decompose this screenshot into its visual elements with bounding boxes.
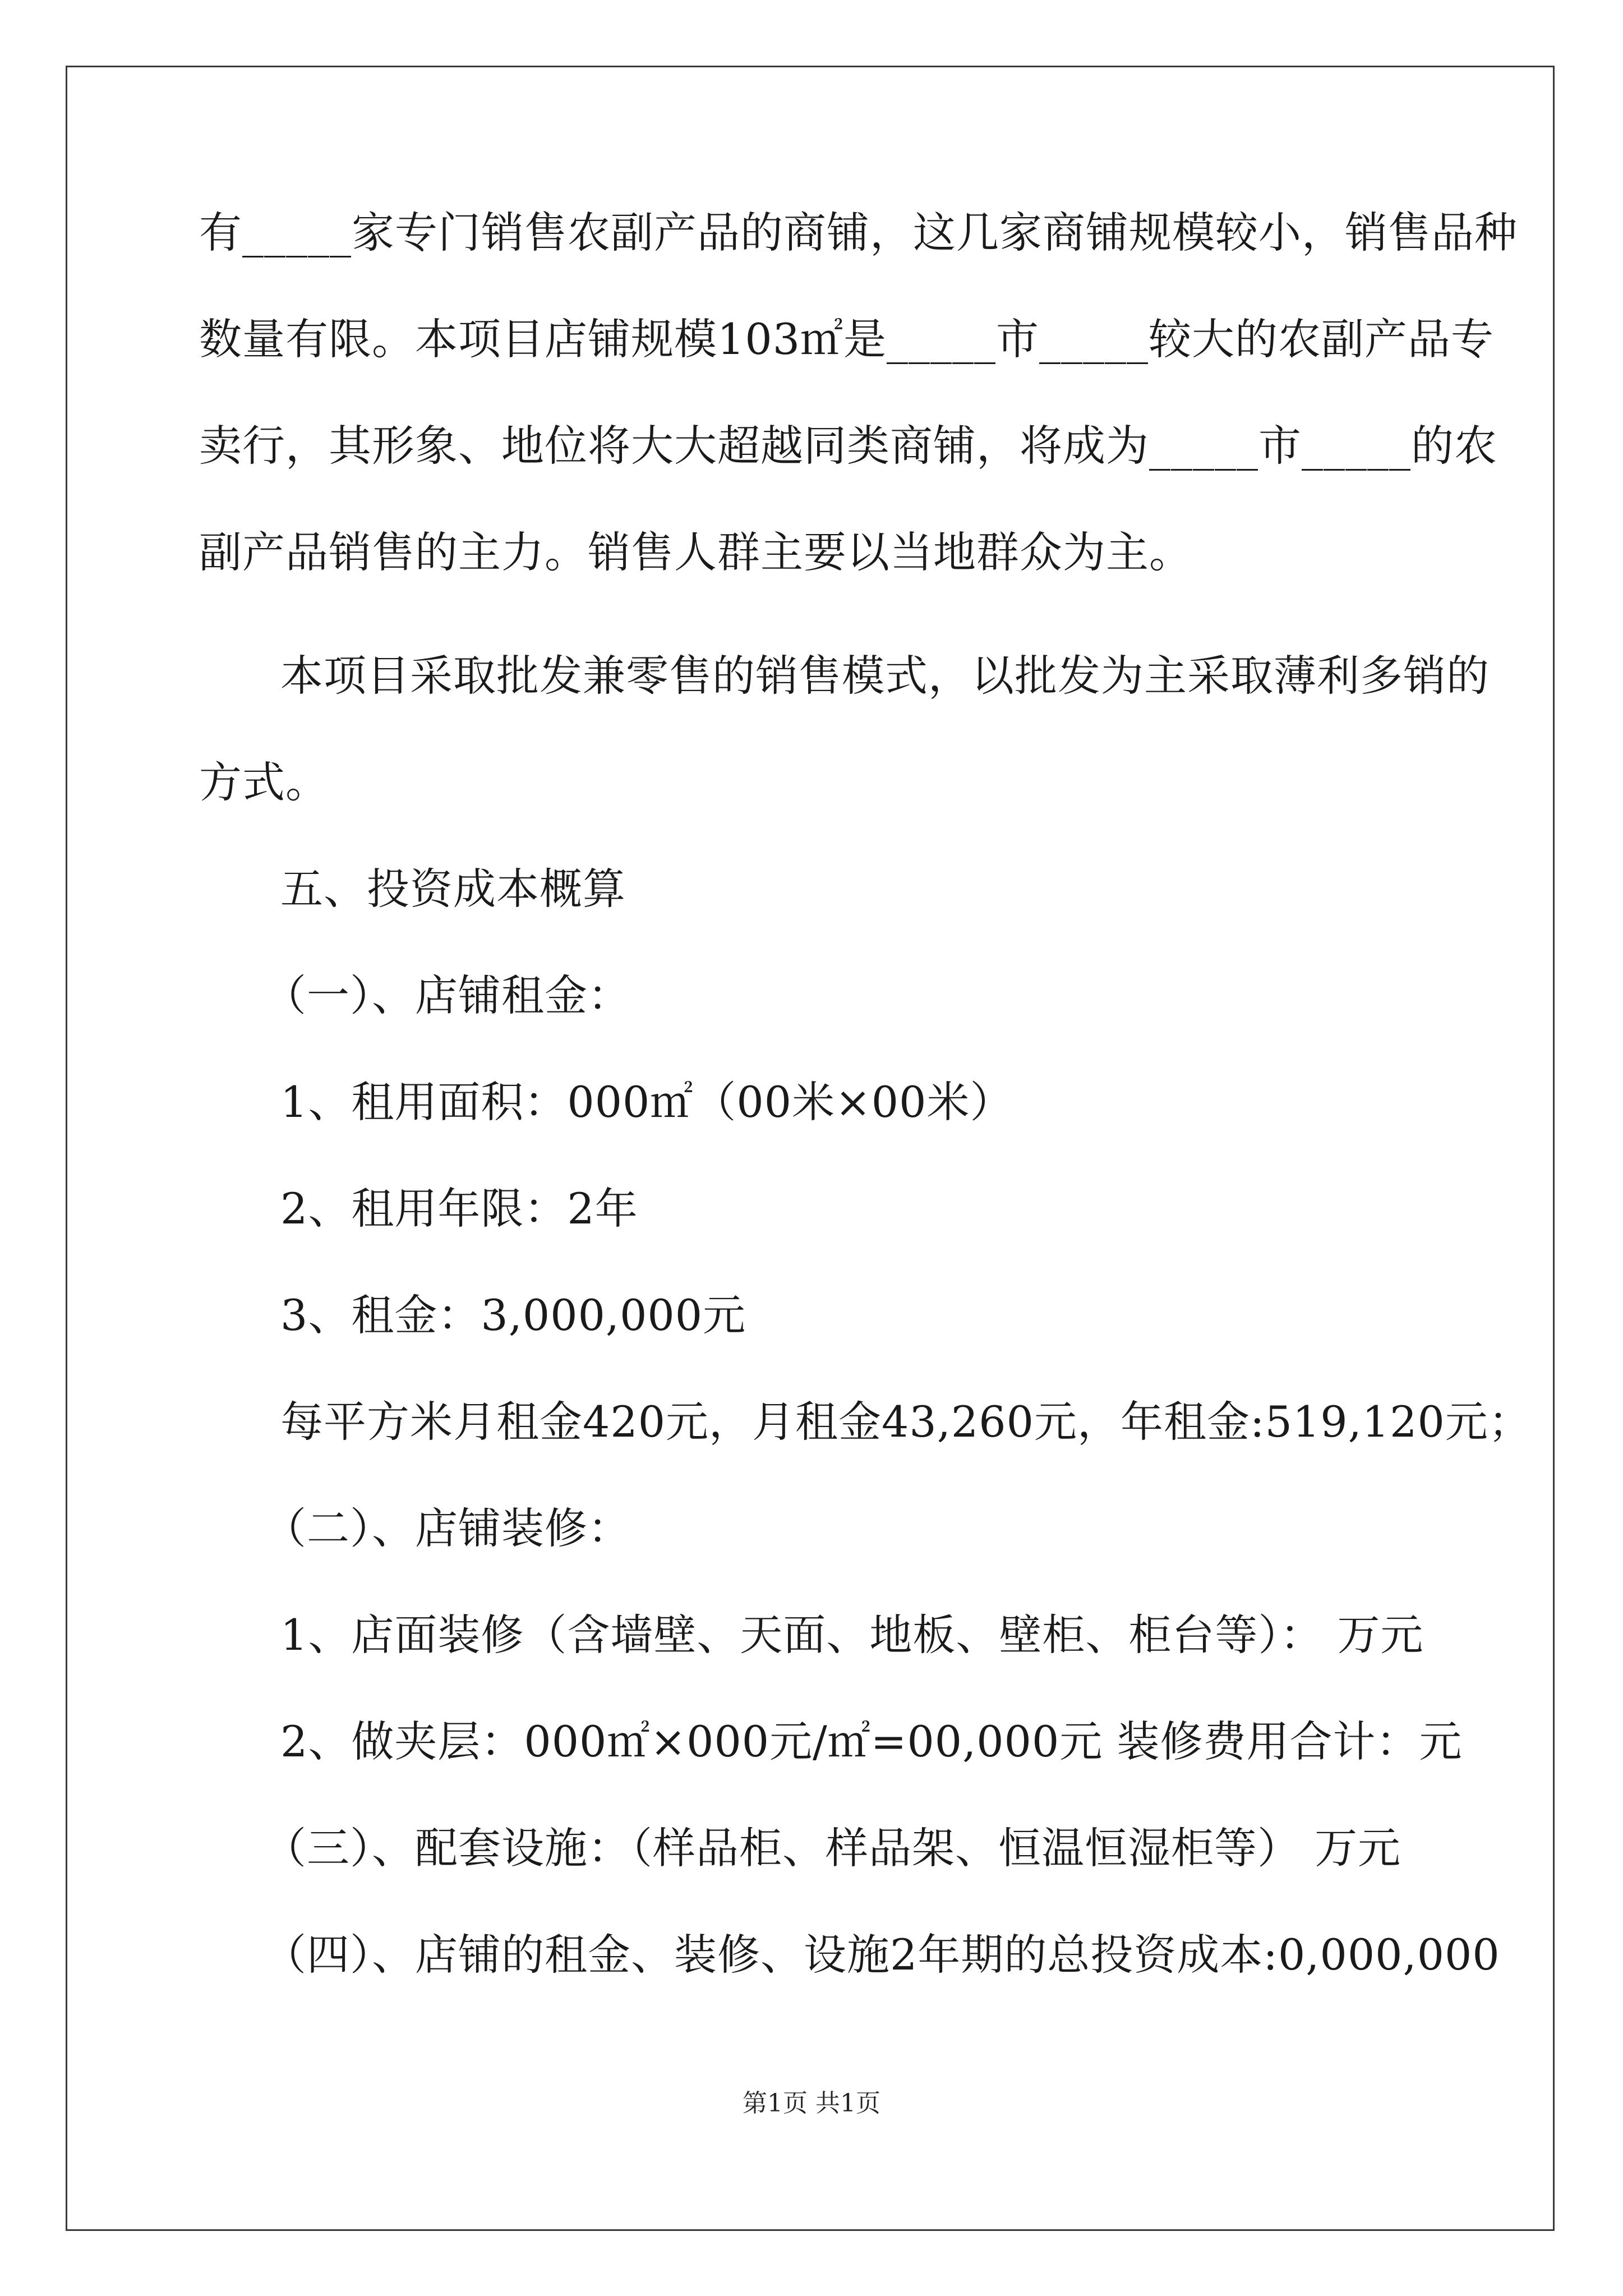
subsection-facilities: （三）、配套设施：（样品柜、样品架、恒温恒湿柜等） 万元 [264, 1823, 1401, 1873]
body-line-5: 本项目采取批发兼零售的销售模式，以批发为主采取薄利多销的 [280, 651, 1490, 701]
body-line-2: 数量有限。本项目店铺规模103㎡是_____市_____较大的农副产品专 [199, 314, 1495, 364]
body-line-6: 方式。 [199, 757, 329, 807]
body-line-1: 有_____家专门销售农副产品的商铺，这几家商铺规模较小，销售品种 [199, 208, 1518, 257]
item-rent-area: 1、租用面积：000㎡（00米×00米） [280, 1077, 1013, 1127]
item-decoration-mezzanine: 2、做夹层：000㎡×000元/㎡=00,000元 装修费用合计：元 [280, 1717, 1463, 1766]
body-line-3: 卖行，其形象、地位将大大超越同类商铺，将成为_____市_____的农 [199, 421, 1497, 471]
subsection-rent: （一）、店铺租金： [264, 970, 631, 1020]
page-border [66, 66, 1555, 2231]
item-rent-term: 2、租用年限：2年 [280, 1184, 638, 1234]
item-decoration-storefront: 1、店面装修（含墙壁、天面、地板、壁柜、柜台等）： 万元 [280, 1610, 1424, 1660]
subsection-total-cost: （四）、店铺的租金、装修、设施2年期的总投资成本:0,000,000 [264, 1930, 1500, 1980]
subsection-decoration: （二）、店铺装修： [264, 1503, 631, 1553]
section-heading: 五、投资成本概算 [280, 864, 626, 914]
body-line-4: 副产品销售的主力。销售人群主要以当地群众为主。 [199, 527, 1192, 577]
rent-detail: 每平方米月租金420元，月租金43,260元，年租金:519,120元； [280, 1397, 1532, 1447]
page-number-footer: 第1页 共1页 [743, 2089, 880, 2118]
item-rent-total: 3、租金：3,000,000元 [280, 1290, 746, 1340]
